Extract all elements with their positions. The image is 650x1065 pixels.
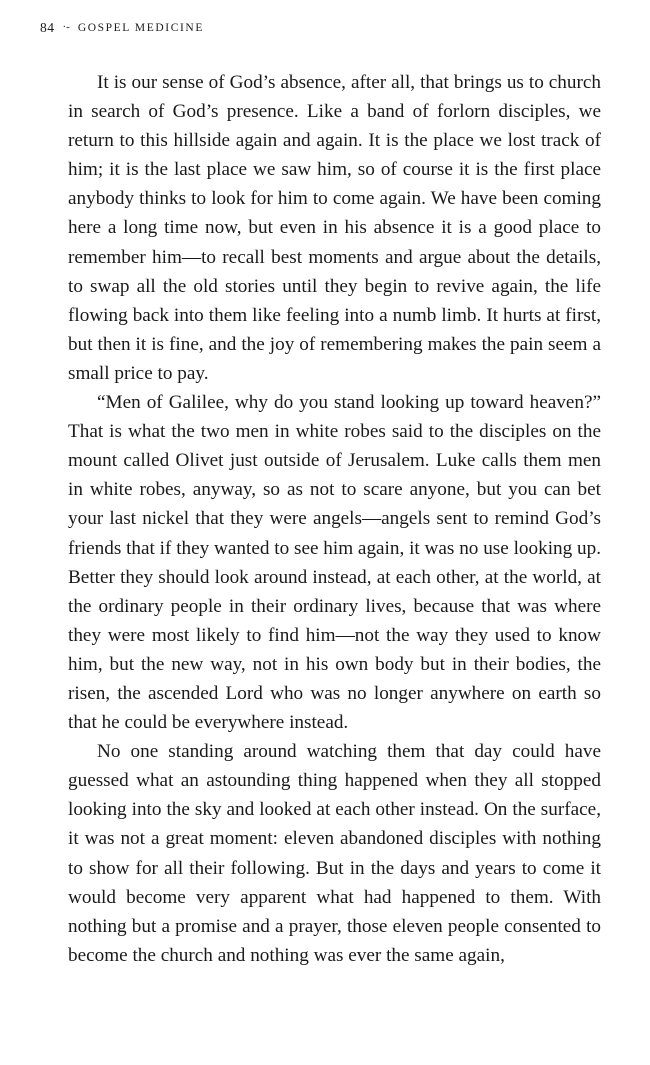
running-head <box>40 20 204 36</box>
paragraph: No one standing around watching them that day could have guessed what an astounding thing happened when they all stopped looking into the sky and looked at each other instead. On the surface, it was not a great moment: eleven abandoned disciples with nothing to show for all their following. But in the days and years to come it would become very apparent what had happened to them. With nothing but a promise and a prayer, those eleven people consented to become the church and nothing was ever the same again, <box>68 741 601 966</box>
page-number: 84 <box>40 20 55 35</box>
paragraph: “Men of Galilee, why do you stand looking up toward heaven?” That is what the two men in white robes said to the disciples on the mount called Olivet just outside of Jerusalem. Luke calls them men in white robes, anyway, so as not to scare anyone, but you can bet your last nickel that they were angels—angels sent to remind God’s friends that if they wanted to see him again, it was no use looking up. Better they should look around instead, at each other, at the world, at the ordinary people in their ordinary lives, because that was where they were most likely to find him—not the way they used to know him, but the new way, not in his own body but in their bodies, the risen, the ascended Lord who was no longer anywhere on earth so that he could be everywhere instead. <box>68 392 601 734</box>
ornament-icon: ·- <box>62 21 70 33</box>
paragraph: It is our sense of God’s absence, after all, that brings us to church in search of God’s presence. Like a band of forlorn disciples, we return to this hillside again and again. It is the place we lost track of him; it is the last place we saw him, so of course it is the first place anybody thinks to look for him to come again. We have been coming here a long time now, but even in his absence it is a good place to remember him—to recall best moments and argue about the details, to swap all the old stories until they begin to revive again, the life flowing back into them like feeling into a numb limb. It hurts at first, but then it is fine, and the joy of remembering makes the pain seem a small price to pay. <box>68 72 601 384</box>
body-text <box>68 68 601 970</box>
book-title: GOSPEL MEDICINE <box>77 22 204 34</box>
